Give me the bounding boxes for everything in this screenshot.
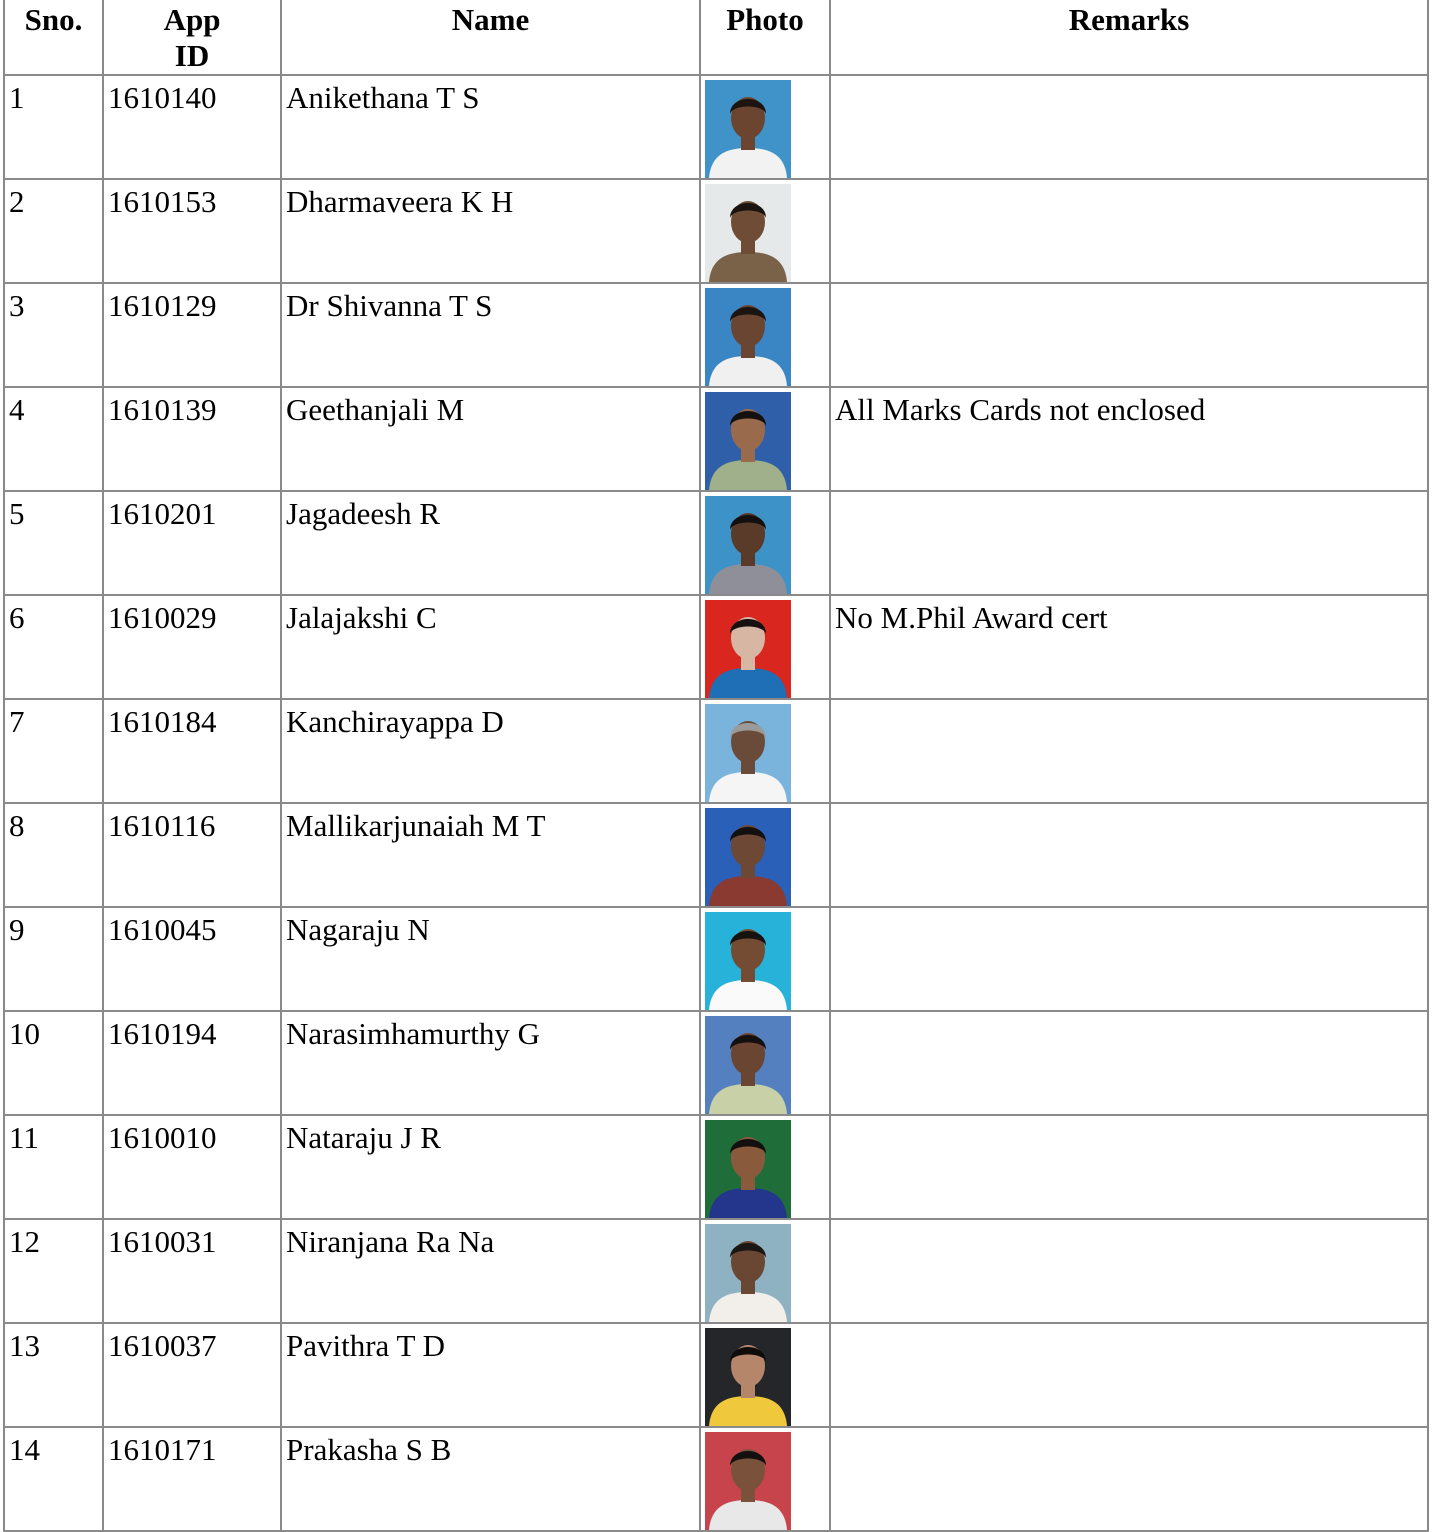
- cell-remarks: [831, 1116, 1429, 1220]
- cell-sno: 1: [3, 76, 104, 180]
- table-row: [3, 1428, 1429, 1532]
- header-row: [3, 0, 1429, 76]
- cell-app-id: 1610139: [104, 388, 282, 492]
- applicant-photo: [705, 600, 791, 698]
- cell-remarks: [831, 1428, 1429, 1532]
- cell-photo: [701, 284, 831, 388]
- applicant-photo: [705, 1120, 791, 1218]
- cell-name: Dharmaveera K H: [282, 180, 701, 284]
- cell-app-id: 1610194: [104, 1012, 282, 1116]
- cell-photo: [701, 1324, 831, 1428]
- header-remarks: Remarks: [831, 0, 1429, 76]
- cell-remarks: [831, 1012, 1429, 1116]
- cell-app-id: 1610140: [104, 76, 282, 180]
- table-row: [3, 492, 1429, 596]
- cell-app-id: 1610037: [104, 1324, 282, 1428]
- cell-name: Anikethana T S: [282, 76, 701, 180]
- applicants-table: [3, 0, 1429, 1532]
- cell-sno: 8: [3, 804, 104, 908]
- cell-remarks: [831, 76, 1429, 180]
- table-row: [3, 388, 1429, 492]
- applicant-photo: [705, 80, 791, 178]
- cell-sno: 4: [3, 388, 104, 492]
- applicant-photo: [705, 288, 791, 386]
- cell-photo: [701, 596, 831, 700]
- applicant-photo: [705, 496, 791, 594]
- cell-sno: 10: [3, 1012, 104, 1116]
- cell-name: Nagaraju N: [282, 908, 701, 1012]
- cell-remarks: [831, 492, 1429, 596]
- cell-app-id: 1610201: [104, 492, 282, 596]
- cell-app-id: 1610153: [104, 180, 282, 284]
- cell-photo: [701, 388, 831, 492]
- cell-sno: 13: [3, 1324, 104, 1428]
- cell-sno: 6: [3, 596, 104, 700]
- table-row: [3, 908, 1429, 1012]
- applicant-photo: [705, 184, 791, 282]
- cell-photo: [701, 492, 831, 596]
- cell-sno: 14: [3, 1428, 104, 1532]
- cell-app-id: 1610184: [104, 700, 282, 804]
- cell-name: Nataraju J R: [282, 1116, 701, 1220]
- header-sno: Sno.: [3, 0, 104, 76]
- table-row: [3, 76, 1429, 180]
- cell-sno: 7: [3, 700, 104, 804]
- header-app-id-label: App ID: [163, 2, 221, 73]
- applicant-photo: [705, 1432, 791, 1530]
- cell-photo: [701, 700, 831, 804]
- cell-app-id: 1610010: [104, 1116, 282, 1220]
- cell-photo: [701, 180, 831, 284]
- applicant-photo: [705, 1224, 791, 1322]
- cell-sno: 5: [3, 492, 104, 596]
- cell-sno: 9: [3, 908, 104, 1012]
- cell-photo: [701, 1428, 831, 1532]
- applicant-photo: [705, 392, 791, 490]
- cell-name: Jagadeesh R: [282, 492, 701, 596]
- cell-photo: [701, 76, 831, 180]
- cell-remarks: [831, 908, 1429, 1012]
- table-row: [3, 180, 1429, 284]
- table-row: [3, 1012, 1429, 1116]
- table-row: [3, 1324, 1429, 1428]
- cell-name: Niranjana Ra Na: [282, 1220, 701, 1324]
- cell-name: Pavithra T D: [282, 1324, 701, 1428]
- cell-name: Geethanjali M: [282, 388, 701, 492]
- cell-remarks: [831, 1220, 1429, 1324]
- cell-app-id: 1610129: [104, 284, 282, 388]
- cell-remarks: [831, 700, 1429, 804]
- table-row: [3, 1116, 1429, 1220]
- cell-sno: 12: [3, 1220, 104, 1324]
- table-row: [3, 804, 1429, 908]
- applicant-photo: [705, 1016, 791, 1114]
- cell-remarks: No M.Phil Award cert: [831, 596, 1429, 700]
- cell-sno: 11: [3, 1116, 104, 1220]
- table-row: [3, 284, 1429, 388]
- cell-photo: [701, 804, 831, 908]
- header-app-id: [104, 0, 282, 76]
- applicant-photo: [705, 704, 791, 802]
- cell-remarks: All Marks Cards not enclosed: [831, 388, 1429, 492]
- cell-photo: [701, 1012, 831, 1116]
- header-photo: Photo: [701, 0, 831, 76]
- cell-name: Mallikarjunaiah M T: [282, 804, 701, 908]
- table-row: [3, 1220, 1429, 1324]
- table-row: [3, 700, 1429, 804]
- cell-remarks: [831, 1324, 1429, 1428]
- header-name: Name: [282, 0, 701, 76]
- cell-name: Prakasha S B: [282, 1428, 701, 1532]
- cell-remarks: [831, 284, 1429, 388]
- cell-app-id: 1610029: [104, 596, 282, 700]
- applicant-photo: [705, 1328, 791, 1426]
- cell-name: Kanchirayappa D: [282, 700, 701, 804]
- cell-sno: 2: [3, 180, 104, 284]
- cell-photo: [701, 1220, 831, 1324]
- cell-app-id: 1610116: [104, 804, 282, 908]
- cell-sno: 3: [3, 284, 104, 388]
- cell-app-id: 1610031: [104, 1220, 282, 1324]
- cell-photo: [701, 908, 831, 1012]
- cell-name: Jalajakshi C: [282, 596, 701, 700]
- applicant-photo: [705, 912, 791, 1010]
- table-row: [3, 596, 1429, 700]
- cell-app-id: 1610045: [104, 908, 282, 1012]
- applicant-photo: [705, 808, 791, 906]
- cell-app-id: 1610171: [104, 1428, 282, 1532]
- cell-name: Narasimhamurthy G: [282, 1012, 701, 1116]
- cell-name: Dr Shivanna T S: [282, 284, 701, 388]
- cell-photo: [701, 1116, 831, 1220]
- cell-remarks: [831, 180, 1429, 284]
- cell-remarks: [831, 804, 1429, 908]
